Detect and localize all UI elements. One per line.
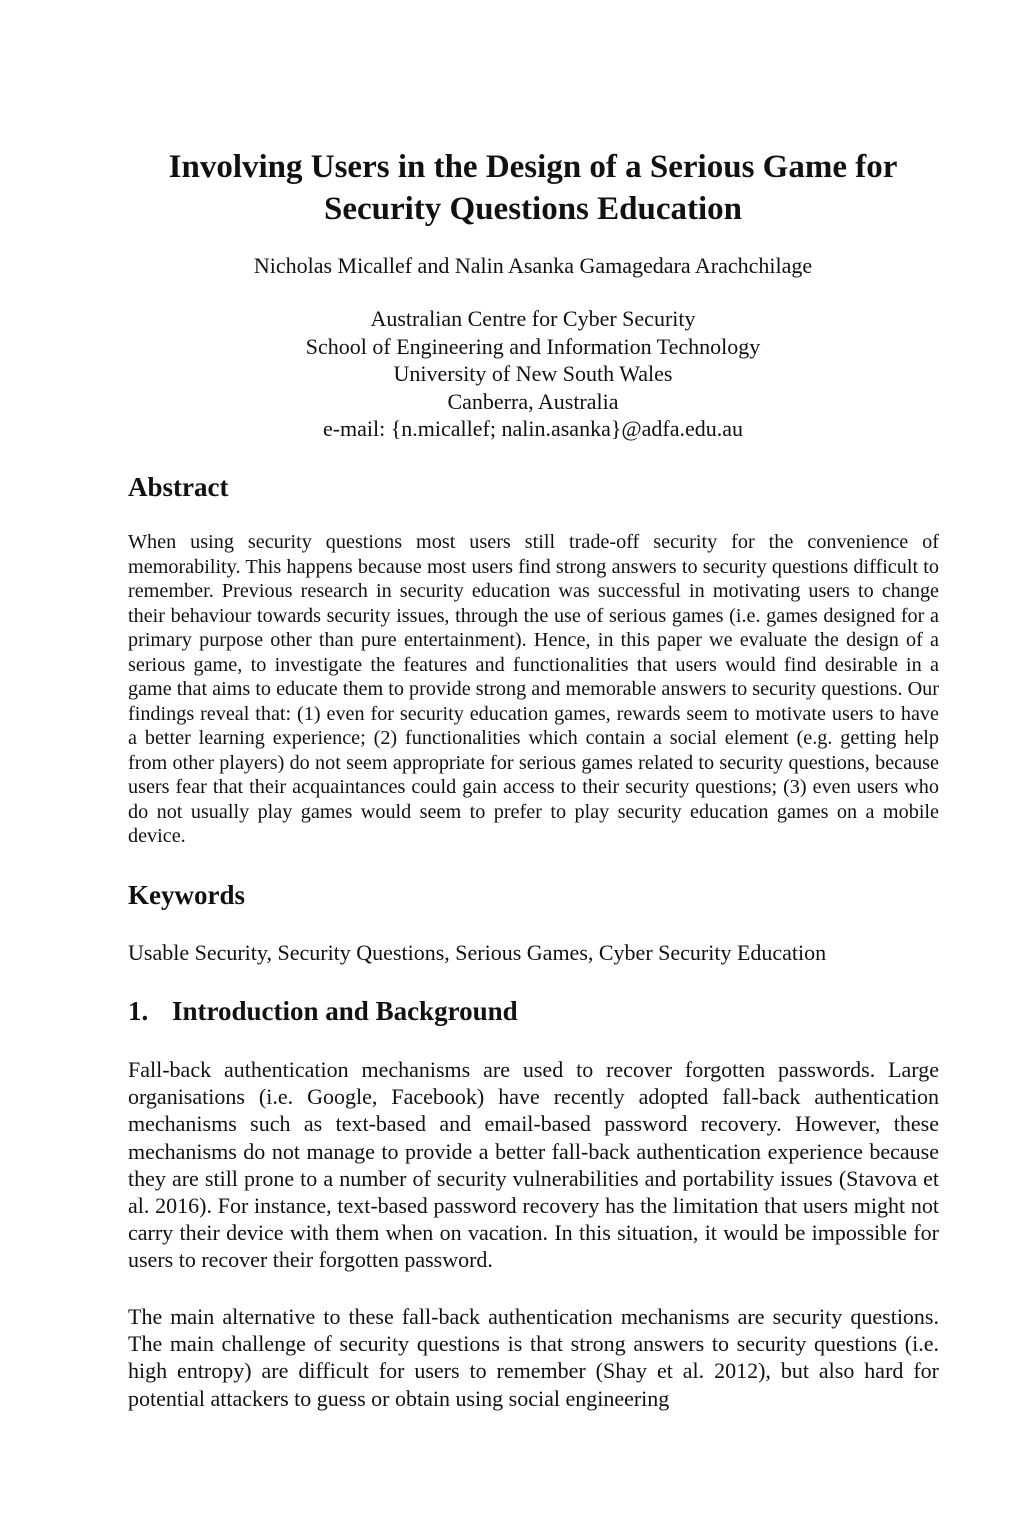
section-title: Introduction and Background [172,996,518,1026]
abstract-heading: Abstract [128,472,229,502]
affiliation-university: University of New South Wales [393,361,673,386]
keywords-heading: Keywords [128,880,245,910]
paper-title: Involving Users in the Design of a Serious Game for Security Questions Education [168,149,898,227]
section-heading-introduction [128,995,518,1027]
affiliation-centre: Australian Centre for Cyber Security [370,306,696,331]
author-list: Nicholas Micallef and Nalin Asanka Gamagedara Arachchilage [253,253,813,278]
affiliation-location: Canberra, Australia [447,388,619,414]
section-number: 1. [128,996,149,1026]
affiliation-block [128,305,938,443]
intro-paragraph-1: Fall-back authentication mechanisms are used to recover forgotten passwords. Large organisations (i.e. Google, Facebook) have recently adopted fall-back authentication mechanisms such as text-based and email-based password recovery. However, these mechanisms do not manage to provide a better fall-back authentication experience because they are still prone to a number of security vulnerabilities and portability issues (Stavova et al. 2016). For instance, text-based password recovery has the limitation that users might not carry their device with them when on vacation. In this situation, it would be impossible for users to recover their forgotten password. [128,1057,939,1273]
affiliation-email: e-mail: {n.micallef; nalin.asanka}@adfa.edu.au [322,416,744,441]
affiliation-school: School of Engineering and Information Technology [305,333,761,359]
intro-paragraph-2: The main alternative to these fall-back authentication mechanisms are security questions. The main challenge of security questions is that strong answers to security questions (i.e. high entropy) are difficult for users to remember (Shay et al. 2012), but also hard for potential attackers to guess or obtain using social engineering [128,1304,939,1411]
abstract-text: When using security questions most users still trade-off security for the convenience of memorability. This happens because most users find strong answers to security questions difficult to remember. Previous research in security education was successful in motivating users to change their behaviour towards security issues, through the use of serious games (i.e. games designed for a primary purpose other than pure entertainment). Hence, in this paper we evaluate the design of a serious game, to investigate the features and functionalities that users would find desirable in a game that aims to educate them to provide strong and memorable answers to security questions. Our findings reveal that: (1) even for security education games, rewards seem to motivate users to have a better learning experience; (2) functionalities which contain a social element (e.g. getting help from other players) do not seem appropriate for serious games related to security questions, because users fear that their acquaintances could gain access to their security questions; (3) even users who do not usually play games would seem to prefer to play security education games on a mobile device. [128,531,939,847]
keywords-text: Usable Security, Security Questions, Serious Games, Cyber Security Education [128,940,827,965]
